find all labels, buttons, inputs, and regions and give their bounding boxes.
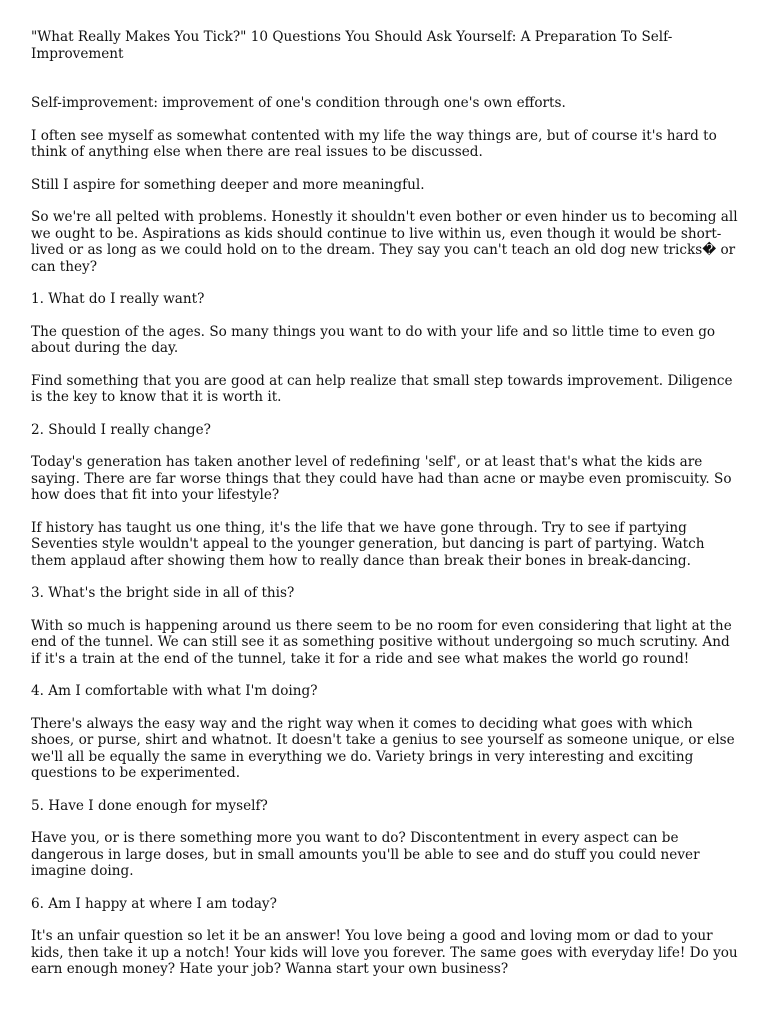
paragraph-contented: I often see myself as somewhat contented with my life the way things are, but of course it's hard to think of anything else when there are real issues to be discussed.: [31, 127, 717, 160]
document-body: [31, 95, 739, 978]
question-heading-5: 5. Have I done enough for myself?: [31, 797, 268, 814]
paragraph-unfair-question: It's an unfair question so let it be an answer! You love being a good and loving mom or dad to your kids, then take it up a notch! Your kids will love you forever. The same goes with everyday life! Do you earn enough money? Hate your job? Wanna start your own business?: [31, 928, 738, 977]
paragraph-question-of-ages: The question of the ages. So many things you want to do with your life and so little time to even go about during the day.: [31, 323, 716, 356]
paragraph-generation: Today's generation has taken another level of redefining 'self', or at least that's what the kids are saying. There are far worse things that they could have had than acne or maybe even promiscuity. So how does that fit into your lifestyle?: [31, 454, 732, 503]
paragraph-tunnel: With so much is happening around us there seem to be no room for even considering that light at the end of the tunnel. We can still see it as something positive without undergoing so much scrutiny. And if it's a train at the end of the tunnel, take it for a ride and see what makes the world go round!: [31, 617, 732, 667]
paragraph-aspire: Still I aspire for something deeper and more meaningful.: [31, 176, 425, 193]
question-heading-6: 6. Am I happy at where I am today?: [31, 895, 277, 912]
paragraph-history: If history has taught us one thing, it's the life that we have gone through. Try to see if partying Seventies style wouldn't appeal to the younger generation, but dancing is part of partying. Watch them applaud after showing them how to really dance than break their bones in break-dancing.: [31, 519, 705, 569]
question-heading-4: 4. Am I comfortable with what I'm doing?: [31, 683, 318, 699]
paragraph-intro-definition: Self-improvement: improvement of one's condition through one's own efforts.: [31, 95, 566, 111]
question-heading-2: 2. Should I really change?: [31, 421, 211, 438]
question-heading-3: 3. What's the bright side in all of this?: [31, 585, 295, 601]
document-page: [31, 29, 739, 994]
question-heading-1: 1. What do I really want?: [31, 291, 205, 307]
document-title: "What Really Makes You Tick?" 10 Questions You Should Ask Yourself: A Preparation To Self-Improvement: [31, 29, 673, 62]
paragraph-problems: So we're all pelted with problems. Honestly it shouldn't even bother or even hinder us to becoming all we ought to be. Aspirations as kids should continue to live within us, even though it would be short-lived or as long as we could hold on to the dream. They say you can't teach an old dog new tricks� or can they?: [31, 209, 738, 275]
paragraph-discontentment: Have you, or is there something more you want to do? Discontentment in every aspect can be dangerous in large doses, but in small amounts you'll be able to see and do stuff you could never imagine doing.: [31, 830, 700, 879]
paragraph-easy-way: There's always the easy way and the right way when it comes to deciding what goes with which shoes, or purse, shirt and whatnot. It doesn't take a genius to see yourself as someone unique, or else we'll all be equally the same in everything we do. Variety brings in very interesting and exciting questions to be experimented.: [31, 715, 735, 781]
paragraph-diligence: Find something that you are good at can help realize that small step towards improvement. Diligence is the key to know that it is worth it.: [31, 372, 733, 405]
